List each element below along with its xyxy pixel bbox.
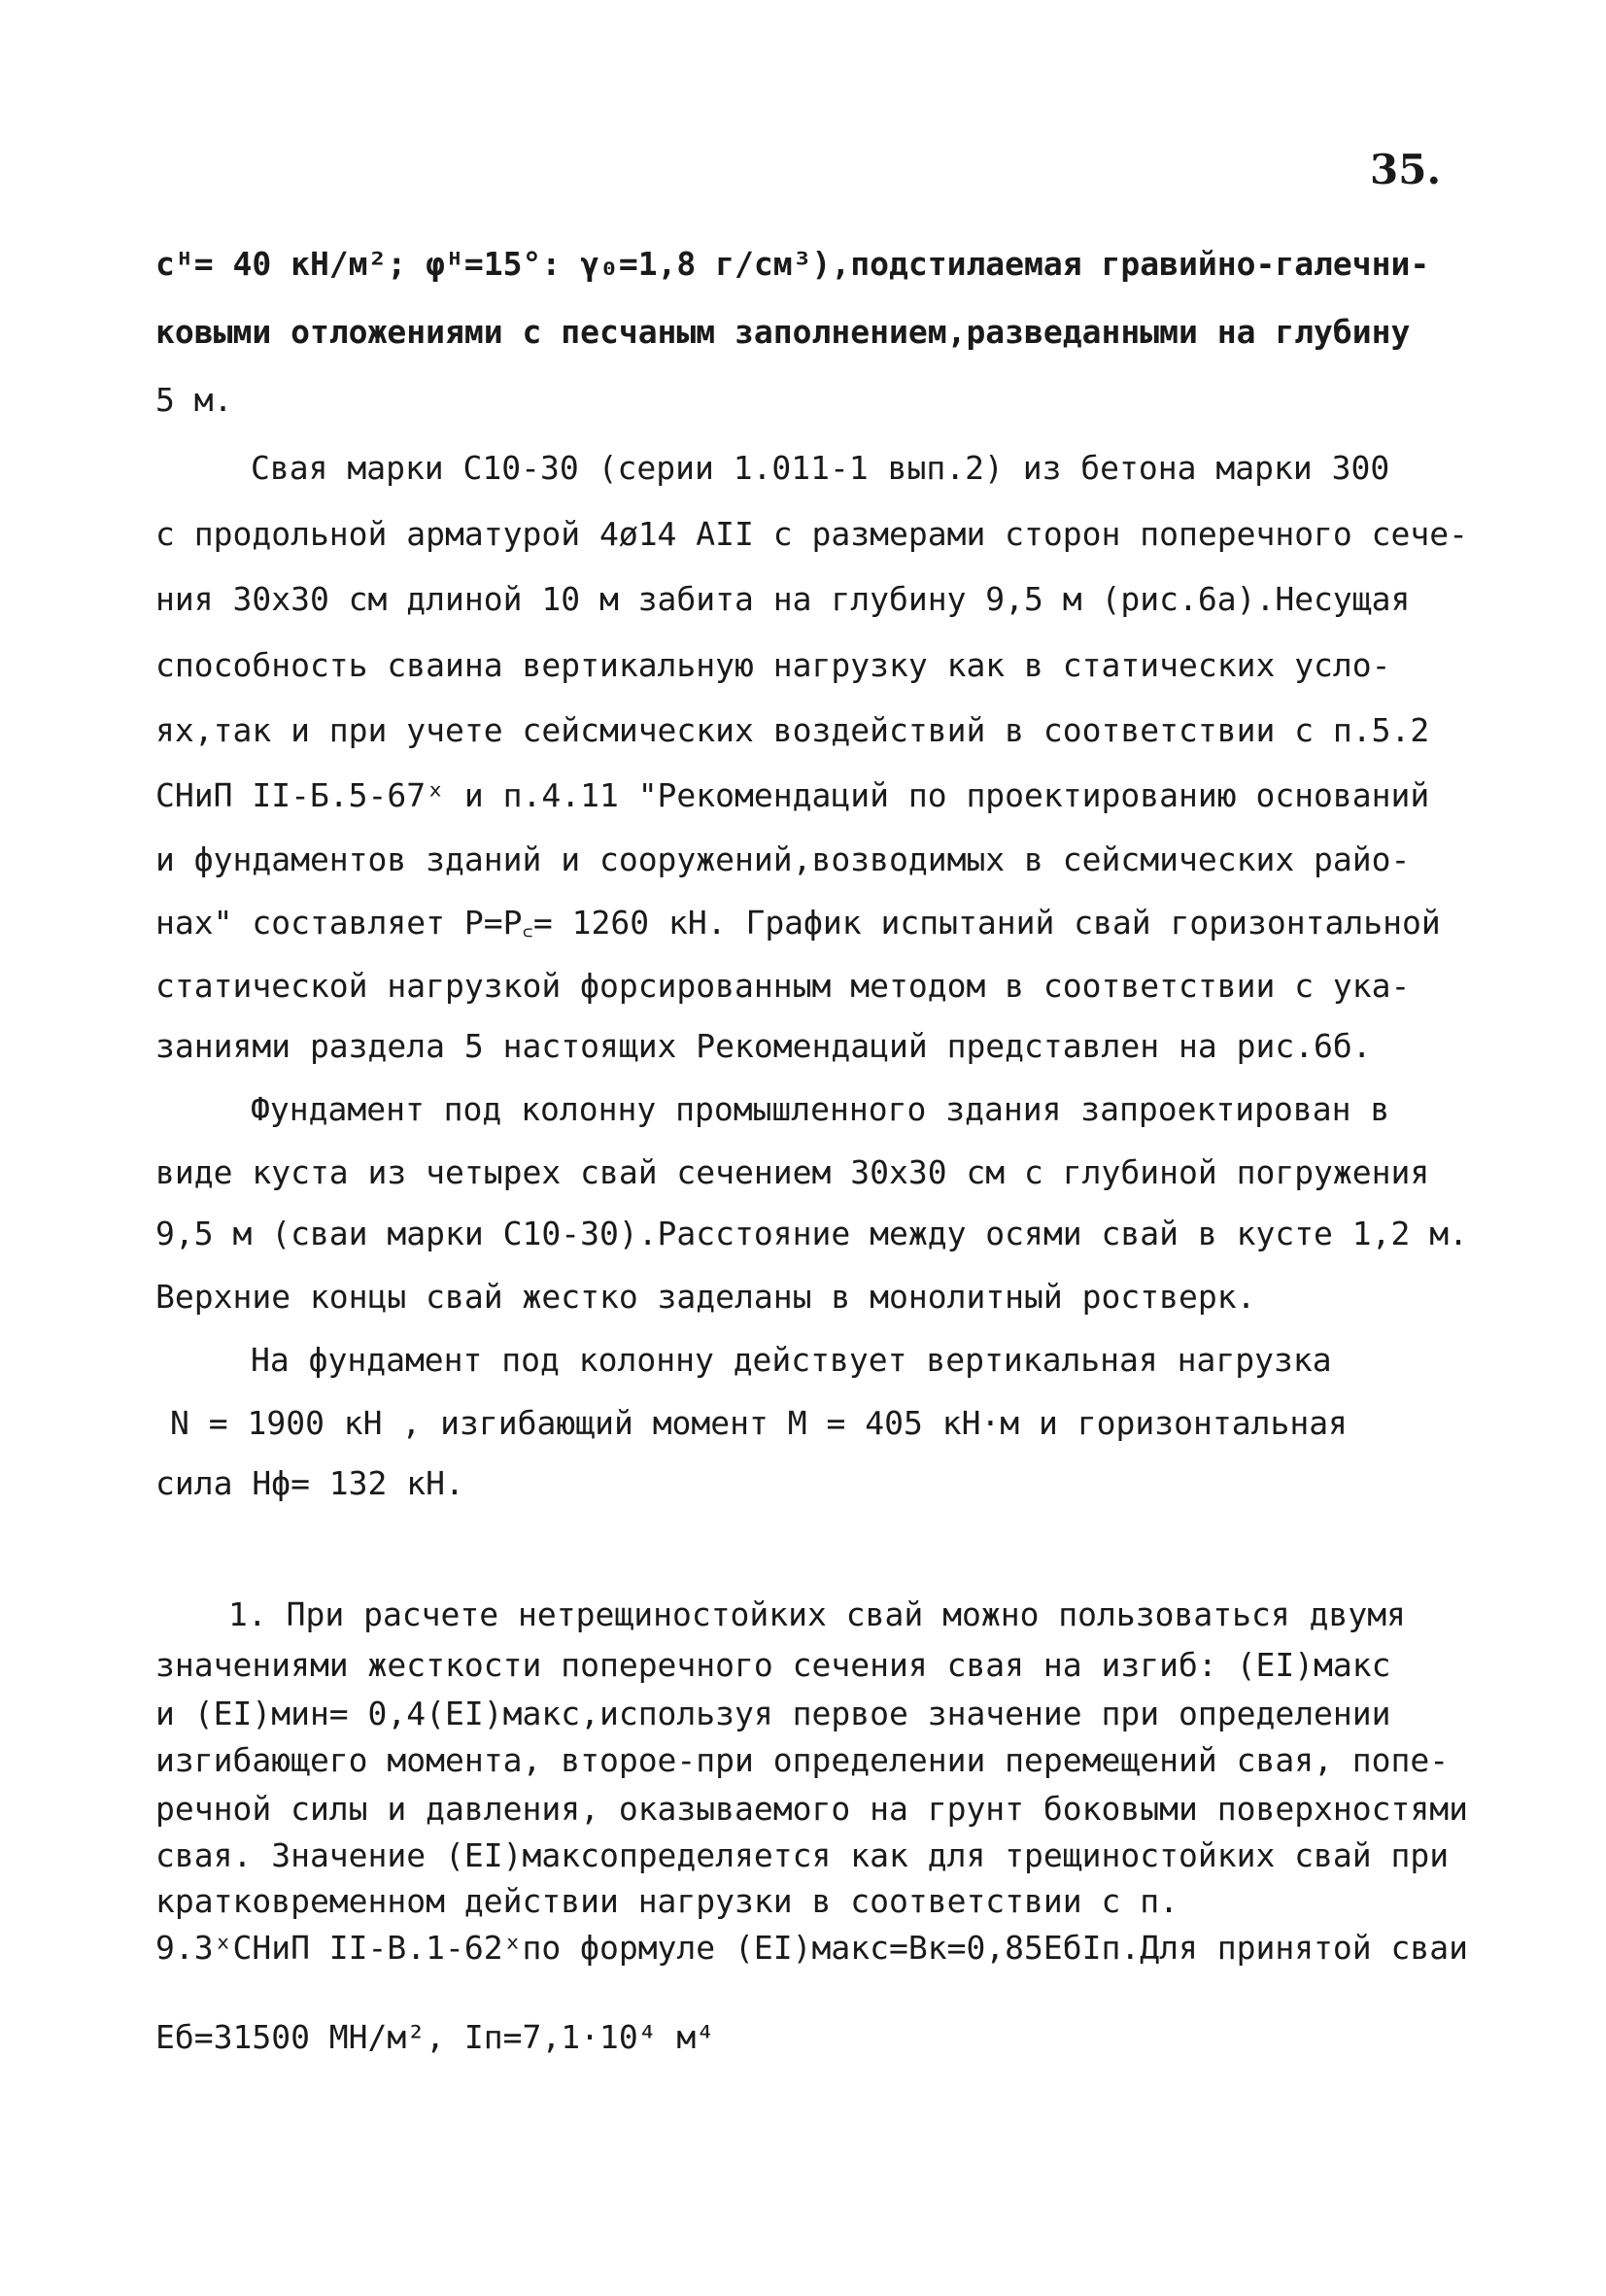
text-line: речной силы и давления, оказываемого на грунт боковыми поверхностями — [155, 1790, 1469, 1828]
text-line: способность сваина вертикальную нагрузку как в статических усло- — [155, 646, 1391, 684]
page-number: 35. — [1370, 146, 1442, 193]
text-line: сила Hф= 132 кН. — [155, 1464, 464, 1502]
text-line: ях,так и при учете сейсмических воздействий в соответствии с п.5.2 — [155, 711, 1430, 749]
text-line: Свая марки С10-30 (серии 1.011-1 вып.2) из бетона марки 300 — [251, 449, 1390, 487]
text-line: ния 30х30 см длиной 10 м забита на глубину 9,5 м (рис.6а).Несущая — [155, 580, 1411, 618]
text-line: свая. Значение (EI)максопределяется как для трещиностойких свай при — [155, 1836, 1450, 1874]
text-line: Eб=31500 МН/м², Iп=7,1·10⁴ м⁴ — [155, 2018, 716, 2056]
text-line: N = 1900 кН , изгибающий момент М = 405 кН·м и горизонтальная — [170, 1404, 1348, 1442]
text-line: 9,5 м (сваи марки С10-30).Расстояние между осями свай в кусте 1,2 м. — [155, 1215, 1469, 1252]
text-line: 1. При расчете нетрещиностойких свай можно пользоваться двумя — [228, 1595, 1406, 1633]
text-line: изгибающего момента, второе-при определении перемещений свая, попе- — [155, 1741, 1450, 1779]
text-line: с продольной арматурой 4ø14 АII с размерами сторон поперечного сече- — [155, 515, 1469, 553]
text-line: ковыми отложениями с песчаным заполнением,разведанными на глубину — [155, 313, 1411, 351]
text-line: и фундаментов зданий и сооружений,возводимых в сейсмических райо- — [155, 840, 1411, 878]
text-line: СНиП II-Б.5-67ˣ и п.4.11 "Рекомендаций по проектированию оснований — [155, 776, 1430, 814]
text-line: виде куста из четырех свай сечением 30х30 см с глубиной погружения — [155, 1153, 1430, 1191]
text-line: и (EI)мин= 0,4(EI)макс,используя первое значение при определении — [155, 1695, 1391, 1732]
text-line: 5 м. — [155, 381, 233, 419]
text-line: На фундамент под колонну действует вертикальная нагрузка — [251, 1341, 1332, 1379]
text-line: заниями раздела 5 настоящих Рекомендаций представлен на рис.6б. — [155, 1027, 1372, 1065]
text-line: cᴴ= 40 кН/м²; φᴴ=15°: γ₀=1,8 г/см³),подстилаемая гравийно-галечни- — [155, 245, 1430, 283]
text-line: 9.3ˣСНиП II-В.1-62ˣпо формуле (EI)макс=Bк=0,85EбIп.Для принятой сваи — [155, 1929, 1469, 1967]
text-line: нах" составляет P=P꜀= 1260 кН. График испытаний свай горизонтальной — [155, 904, 1441, 942]
text-line: кратковременном действии нагрузки в соответствии с п. — [155, 1882, 1179, 1920]
text-line: Фундамент под колонну промышленного здания запроектирован в — [251, 1090, 1390, 1128]
text-line: статической нагрузкой форсированным методом в соответствии с ука- — [155, 967, 1411, 1005]
text-line: Верхние концы свай жестко заделаны в монолитный ростверк. — [155, 1278, 1256, 1316]
text-line: значениями жесткости поперечного сечения свая на изгиб: (EI)макс — [155, 1646, 1391, 1684]
